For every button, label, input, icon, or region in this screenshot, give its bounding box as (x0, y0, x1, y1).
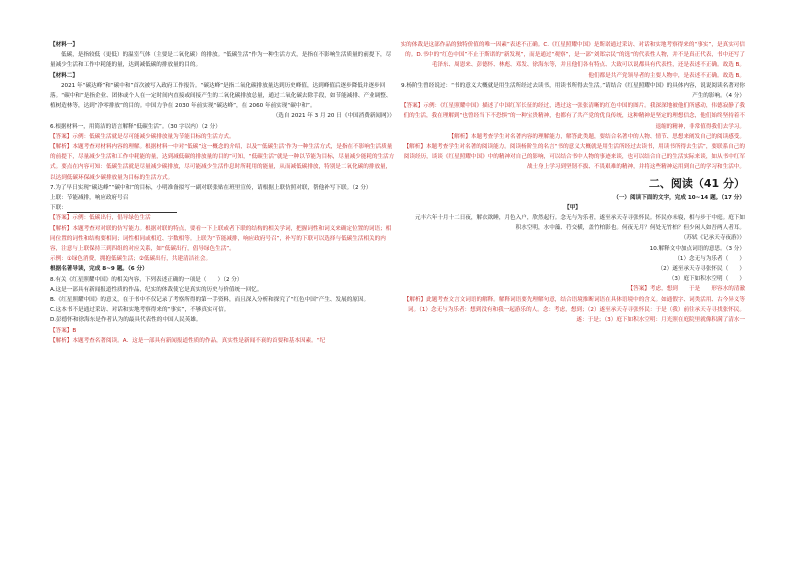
left-paragraph-11 (50, 213, 395, 223)
paragraph-text: 二、阅读（41 分） (648, 176, 745, 190)
right-paragraph-9 (400, 213, 745, 233)
paragraph-text: 6.根据材料一，用简洁的语言解释“低碳生活”。（30 字以内）（2 分） (50, 123, 221, 130)
left-paragraph-18 (50, 305, 395, 315)
paragraph-text: 2021 年“碳达峰”和“碳中和”首次被写入政府工作报告。“碳达峰”是指二氧化碳排放量达到历史峰值，达到峰值后逐步降低并逐步回落。“碳中和”是指企业、团体或个人在一定时间内直接或间接产生的二氧化碳排放总量，通过二氧化碳去除手段，如节能减排、产业调整、植树造林等，达到“净零排放”的目的。中国力争在 2030 年前实现“碳达峰”，在 2060 年前实现“碳中和”。 (50, 82, 392, 110)
left-paragraph-5 (50, 122, 395, 132)
right-column (400, 40, 745, 325)
paragraph-text: 8.有关《红星照耀中国》的相关内容，下列表述正确的一项是（ ）（2 分） (50, 276, 243, 283)
paragraph-text: 【答案】示例：低碳生活就是尽可能减少碳排放量为节能目标的生活方式。 (50, 133, 235, 140)
left-paragraph-21 (50, 336, 395, 346)
paragraph-text: 下联： (50, 205, 67, 212)
left-column (50, 40, 395, 346)
paragraph-text: 【解析】此题考查文言文词语的解释。解释词语要先理解句意，结合语境推断词语在具体语境中的含义。如通假字、词类活用、古今异义等词。（1）念无与为乐者：想到没有和我一起游乐的人。念：考虑，想到；（2）遂至承天寺寻张怀民：于是（我）前往承天寺寻找张怀民。遂：于是；（3）庭下如积水空明：月光照在庭院里就像积满了清水一 (403, 296, 745, 324)
paragraph-text: （选自 2021 年 3 月 20 日《中国消费新闻网》） (272, 113, 395, 120)
paragraph-text: 【答案】考虑，想到 于是 形容水的清澈 (627, 286, 745, 293)
right-paragraph-8 (400, 203, 745, 213)
paragraph-text: 【材料二】 (50, 72, 78, 79)
paragraph-text: 【答案】B (50, 327, 77, 334)
paragraph-text: 【解析】本题考查对材料内容的理解。根据材料一中对“低碳”这一概念的介绍，以及“‘低碳生活’作为一种生活方式，是指在不影响生活质量的前提下，尽量减少生活和工作中耗能的量，达到减低碳的排放量的目的”可知，“低碳生活”就是一种以节能为目标，尽量减少能耗的生活方式。要点在内容可知：低碳生活就是尽量减少碳排放，尽可能减少生活作息时所耗用的能量，从而减低碳排放，特别是二氧化碳的排放量，以达到低碳环保减少碳排放量为目标的生活方式。 (50, 144, 395, 181)
paragraph-text: （3）庭下如积水空明（ ） (668, 276, 745, 283)
paragraph-text: 10.解释文中加点词语的意思。（3 分） (649, 245, 745, 252)
left-paragraph-12 (50, 224, 395, 255)
paragraph-text: 9.杨阶生曾经说过：“书的意义大概就是用生活所经过去读书，用读书所得去生活。”请结合《红星照耀中国》的具体内容，说说阅读名著对你产生的影响。（4 分） (401, 82, 745, 100)
left-paragraph-1 (50, 50, 395, 70)
right-paragraph-14 (400, 274, 745, 284)
left-paragraph-14 (50, 264, 395, 274)
right-paragraph-11 (400, 244, 745, 254)
right-paragraph-7 (400, 193, 745, 203)
paragraph-text: 7.为了早日实现“碳达峰”“碳中和”的目标，小明准备拟写一副对联张贴在班里宣传，请根据上联仿照对联，帮他补写下联。（2 分） (50, 184, 372, 191)
right-paragraph-0 (400, 40, 745, 71)
paragraph-text: A.这是一部具有新闻报道性质的作品，纪实的体裁使它是真实的历史与价值统一回忆。 (50, 286, 263, 293)
right-paragraph-16 (400, 295, 745, 326)
right-paragraph-2 (400, 81, 745, 101)
paragraph-text: B.《红星照耀中国》的意义，在于书中不仅记录了考察所得的第一手资料，而且深入分析和探究了“红色中国”产生、发展的原因。 (50, 297, 370, 304)
paragraph-text: 元丰六年十月十二日夜，解衣欲睡，月色入户，欣然起行。念无与为乐者，遂至承天寺寻张怀民。怀民亦未寝，相与步于中庭。庭下如积水空明，水中藻、荇交横，盖竹柏影也。何夜无月？何处无竹柏？但少闲人如吾两人者耳。 (414, 215, 745, 232)
paragraph-text: （一）阅读下面的文字，完成 10~14 题。（17 分） (613, 194, 745, 201)
paragraph-text: 示例：①绿色消费，拥抱低碳生活；②低碳出行，共建清洁社会。 (50, 256, 212, 263)
right-paragraph-6 (400, 175, 745, 193)
paragraph-text: 【答案】示例：低碳出行，倡导绿色生活 (50, 215, 151, 222)
right-paragraph-13 (400, 264, 745, 274)
paragraph-text: 【解析】本题考查对对联的仿写能力。根据对联的特点，要看一下上联或者下联的结构的相关学词，把握词性和词义来确定位置的词语；相同位置的词性和结构要相同；词性相同或相近、字数相等。上联为“节能减排，响应政府号召”，补写的下联可以选择与低碳生活相关的内容，注意与上联保持三到四组的对应关系，如“低碳出行，倡导绿色生活”。 (50, 225, 392, 253)
paragraph-text: （2）遂至承天寺寻张怀民（ ） (657, 266, 745, 273)
left-paragraph-7 (50, 142, 395, 183)
right-paragraph-3 (400, 101, 745, 132)
left-paragraph-4 (50, 111, 395, 121)
paragraph-text: C.这本书不是通过采访、对话和实地考察得来的“事实”，不够真实可信。 (50, 307, 230, 314)
right-paragraph-4 (400, 132, 745, 142)
right-paragraph-10 (400, 233, 745, 243)
left-paragraph-2 (50, 71, 395, 81)
paragraph-text: 根据名著导读，完成 8~9 题。（6 分） (50, 266, 148, 273)
left-paragraph-19 (50, 315, 395, 325)
paragraph-text: （苏轼《记承天寺夜游》） (680, 235, 745, 242)
paragraph-text: 【材料一】 (50, 42, 78, 48)
left-paragraph-6 (50, 132, 395, 142)
left-paragraph-9 (50, 193, 395, 203)
left-paragraph-20 (50, 326, 395, 336)
right-paragraph-1 (400, 71, 745, 81)
paragraph-text: 上联：节能减排，响应政府号召 (50, 195, 129, 202)
paragraph-text: （1）念无与为乐者（ ） (674, 255, 745, 262)
paragraph-text: 【解析】本题考查学生对名著内容的理解能力，解答此类题，要结合名著中的人物、情节、思想来阐发自己的阅读感受。 (448, 133, 745, 140)
left-paragraph-10 (50, 203, 395, 213)
paragraph-text: 他们都是共产党领导者的主要人物中，是表述不正确。故选 B。 (588, 72, 745, 79)
left-paragraph-0 (50, 40, 395, 50)
left-paragraph-17 (50, 295, 395, 305)
left-paragraph-16 (50, 285, 395, 295)
left-paragraph-15 (50, 275, 395, 285)
paragraph-text: D.彭德怀和徐海东是作者认为的最具代表性的中国人民英雄。 (50, 317, 202, 324)
left-paragraph-8 (50, 183, 395, 193)
right-paragraph-12 (400, 254, 745, 264)
paragraph-text: 实的体裁是这部作品的独特价值的唯一因素”表述不正确。C.《红星照耀中国》是斯诺通过采访、对话和实地考察得来的“事实”，是真实可信的。D.书中的“红色中国”不止于斯诺的“新发现”，而是通过“观察”，是一部“刘郑宗民”的选“的代表性人物，并不是真正代表，书中还写了毛泽东、周恩来、彭德怀、林彪、邓发、徐海东等，并且他们各有特点、大致可以说都具有代表性，还是表述不正确。故选 B。 (400, 42, 745, 69)
right-paragraph-15 (400, 284, 745, 294)
answer-blank-line (67, 205, 177, 213)
left-paragraph-3 (50, 81, 395, 112)
paragraph-text: 【解析】本题考查学生对名著的阅读能力。阅读杨阶生的名言“书的意义大概就是用生活所经过去读书，用读书所得去生活”，要联系自己的阅读经历，谈谈《红星照耀中国》中的精神对自己的影响，可以结合书中人物的事迹来谈，也可以结合自己的生活实际来谈，如从书中红军战士身上学习到坚韧不拔、不畏艰难的精神，并将这些精神运用到自己的学习和生活中。 (403, 144, 745, 171)
paragraph-text: 低碳，是指较低（更低）的温室气体（主要是二氧化碳）的排放。“低碳生活”作为一种生活方式，是指在不影响生活质量的前提下，尽量减少生活和工作中耗能的量，达到减低碳的排放量的目的。 (50, 52, 392, 69)
paragraph-text: 【答案】示例：《红星照耀中国》描述了中国红军长征的经过，透过这一张张清晰的红色中国的图片。我深深地被他们所感动，伟德寂静了我们的生活，我在理解到“也曾经当下不恐惧”的一种宝贵精神，也都有了共产党的优良传统，这种精神是坚定的理想信念，他们始终坚持着不退缩的精神，非常值得我们去学习。 (400, 103, 745, 130)
right-paragraph-5 (400, 142, 745, 173)
paragraph-text: 【解析】本题考查名著阅读。A．这是一部具有新闻报道性质的作品，真实性是新闻不衰的首要和基本因素。“纪 (50, 337, 326, 344)
left-paragraph-13 (50, 254, 395, 264)
paragraph-text: 【甲】 (564, 204, 581, 211)
